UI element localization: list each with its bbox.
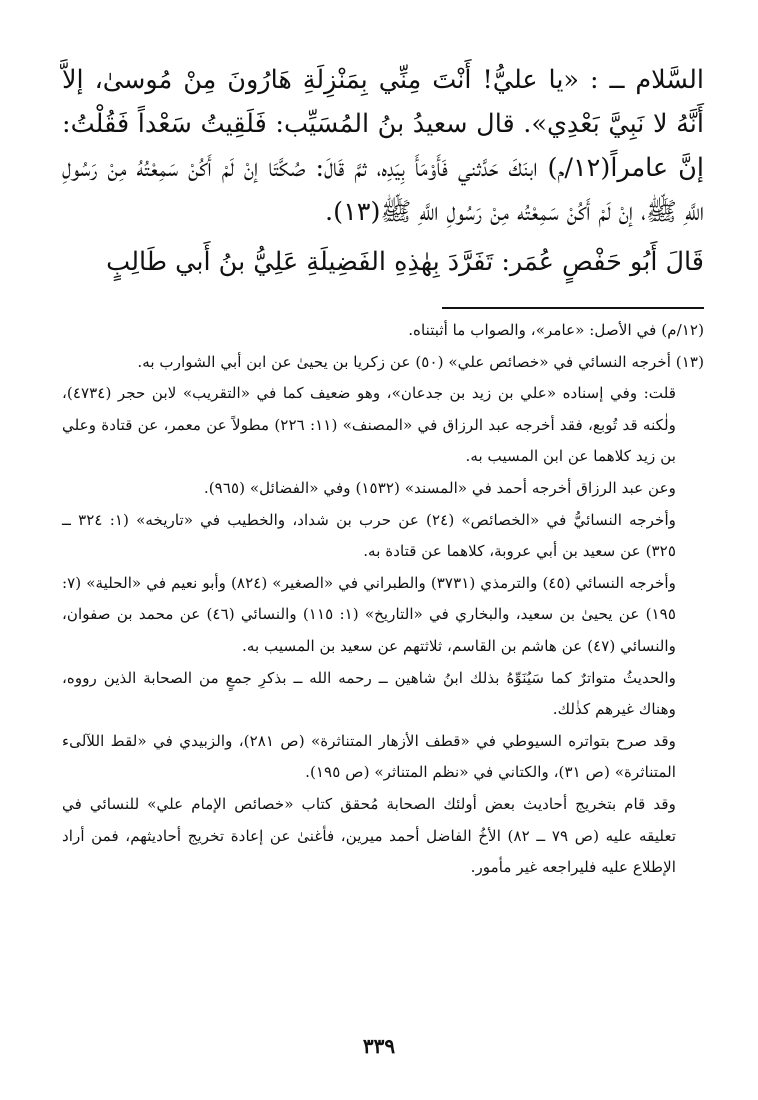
main-paragraph-2: قَالَ أَبُو حَفْصٍ عُمَر: تَفَرَّدَ بِهٰذِهِ الفَضِيلَةِ عَلِيُّ بنُ أَبي طَالِبٍ — [106, 247, 704, 277]
footnote-13-paragraph: قلت: وفي إسناده «علي بن زيد بن جدعان»، وهو ضعيف كما في «التقريب» لابن حجر (٤٧٣٤)، ولٰكنه قد تُوبع، فقد أخرجه عبد الرزاق في «المصنف» (١١: ٢٢٦) مطولاً عن معمر، عن قتادة وعلي بن زيد كلاهما عن ابن المسيب به. — [62, 384, 676, 466]
main-paragraph-1: السَّلام ــ : «يا عليُّ! أَنْتَ مِنِّي بِمَنْزِلَةِ هَارُونَ مِنْ مُوسىٰ، إلاَّ أَنَّهُ لا نَبِيَّ بَعْدِي». قال سعيدُ بنُ المُسَيِّب: فَلَقِيتُ سَعْداً فَقُلْتُ: إنَّ عامراً(١٢/م) ابنَكَ حَدَّثني فَأَوْمَأَ بِيَدِه، ثمَّ قَالَ: صُكَّتَا إنْ لَمْ أَكُنْ سَمِعْتُهُ مِنْ رَسُولِ اللَّهِ ﷺ، إنْ لَمْ أَكُنْ سَمِعْتُه مِنْ رَسُولِ اللَّهِ ﷺ(١٣). — [62, 65, 704, 227]
page-number: ٣٣٩ — [362, 1034, 396, 1058]
footnote-13-paragraph: وقد قام بتخريج أحاديث بعض أولئك الصحابة مُحقق كتاب «خصائص الإمام علي» للنسائي في تعليقه عليه (ص ٧٩ ــ ٨٢) الأخُ الفاضل أحمد ميرين، فأغنىٰ عن إعادة تخريج أحاديثهم، فمن أراد الإطلاع عليه فليراجعه غير مأمور. — [62, 794, 676, 877]
footnote-divider — [442, 307, 704, 309]
footnote-12: (١٢/م) في الأصل: «عامر»، والصواب ما أثبتناه. — [408, 321, 704, 339]
footnote-13-paragraph: وقد صرح بتواتره السيوطي في «قطف الأزهار المتناثرة» (ص ٢٨١)، والزبيدي في «لقط اللآلىء المتناثرة» (ص ٣١)، والكتاني في «نظم المتناثر» (ص ١٩٥). — [62, 731, 676, 782]
page-body — [62, 58, 704, 884]
main-text — [62, 58, 704, 284]
footnote-13-paragraph: والحديثُ متواترٌ كما سَيُنَوِّهُ بذلك ابنُ شاهين ــ رحمه الله ــ بذكرِ جمعٍ من الصحابة الذين رووه، وهناك غيرهم كذٰلك. — [62, 668, 676, 719]
footnotes — [62, 315, 704, 884]
footnote-13-paragraph: وأخرجه النسائيُّ في «الخصائص» (٢٤) عن حرب بن شداد، والخطيب في «تاريخه» (١: ٣٢٤ ــ ٣٢٥) عن سعيد بن أبي عروبة، كلاهما عن قتادة به. — [62, 510, 676, 561]
footnote-13-paragraph: وعن عبد الرزاق أخرجه أحمد في «المسند» (١٥٣٢) وفي «الفضائل» (٩٦٥). — [203, 478, 676, 497]
footnote-13-paragraph: وأخرجه النسائي (٤٥) والترمذي (٣٧٣١) والطبراني في «الصغير» (٨٢٤) وأبو نعيم في «الحلية» (٧: ١٩٥) عن يحيىٰ بن سعيد، والبخاري في «التاريخ» (١: ١١٥) والنسائي (٤٦) عن محمد بن صفوان، والنسائي (٤٧) عن هاشم بن القاسم، ثلاثتهم عن سعيد بن المسيب به. — [62, 573, 676, 655]
footnote-13-intro: (١٣) أخرجه النسائي في «خصائص علي» (٥٠) عن زكريا بن يحيىٰ عن ابن أبي الشوارب به. — [137, 352, 704, 371]
